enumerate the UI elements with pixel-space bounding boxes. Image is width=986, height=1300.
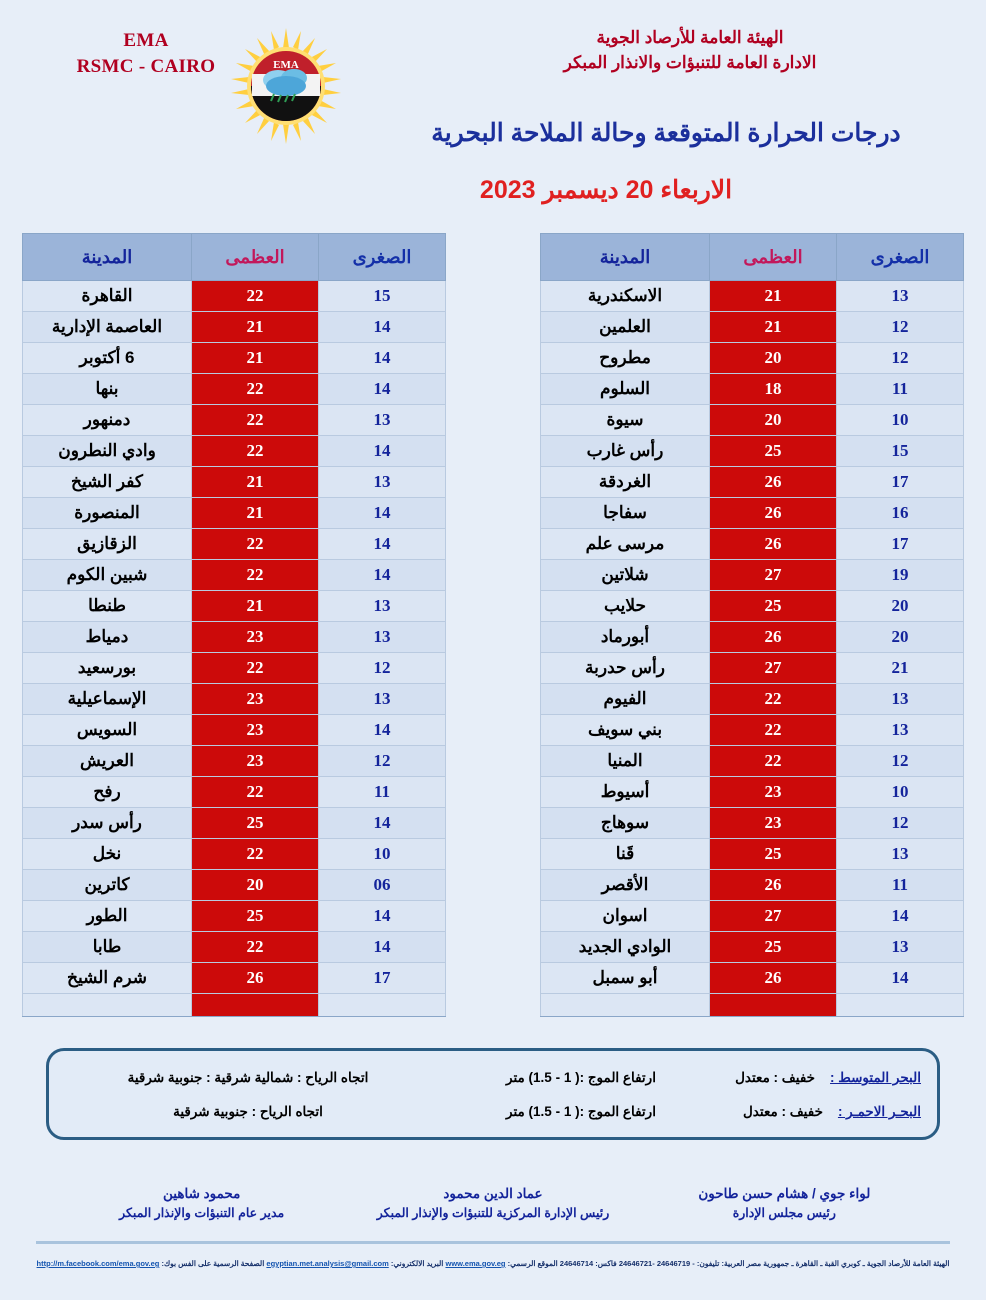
cell-city-name: الزقازيق	[23, 529, 192, 560]
signature-role: رئيس مجلس الإدارة	[732, 1206, 836, 1221]
table-row	[23, 560, 446, 591]
cell-max-temp: 25	[710, 932, 837, 963]
page-header	[0, 0, 986, 228]
marine-sea-mediterranean	[731, 1070, 921, 1086]
cell-city-name: نخل	[23, 839, 192, 870]
cell-min-temp: 19	[837, 560, 964, 591]
org-department-name: الادارة العامة للتنبؤات والانذار المبكر	[563, 52, 817, 72]
org-authority-name: الهيئة العامة للأرصاد الجوية	[596, 28, 784, 47]
cell-city-name: قَنا	[541, 839, 710, 870]
cell-max-temp: 18	[710, 374, 837, 405]
cell-max-temp: 26	[710, 498, 837, 529]
marine-conditions-box	[46, 1048, 940, 1140]
cell-city-name: السويس	[23, 715, 192, 746]
cell-max-temp: 21	[192, 467, 319, 498]
ema-logo	[228, 28, 344, 144]
cell-min-temp: 17	[319, 963, 446, 994]
cell-city-name: اسوان	[541, 901, 710, 932]
cell-min-temp: 16	[837, 498, 964, 529]
table-row	[541, 963, 964, 994]
table-row	[23, 591, 446, 622]
cell-min-temp: 14	[319, 560, 446, 591]
cell-min-temp: 10	[319, 839, 446, 870]
cell-city-name: السلوم	[541, 374, 710, 405]
cell-spacer	[319, 994, 446, 1017]
cell-min-temp: 13	[319, 467, 446, 498]
column-header-min: الصغرى	[837, 234, 964, 281]
cell-city-name: بورسعيد	[23, 653, 192, 684]
signature-name: محمود شاهين	[162, 1186, 241, 1201]
cell-min-temp: 12	[837, 808, 964, 839]
column-header-city: المدينة	[23, 234, 192, 281]
cell-city-name: القاهرة	[23, 281, 192, 312]
table-row	[23, 374, 446, 405]
cell-max-temp: 22	[192, 560, 319, 591]
cell-city-name: العريش	[23, 746, 192, 777]
table-row	[23, 746, 446, 777]
cell-max-temp: 26	[710, 870, 837, 901]
cell-city-name: الفيوم	[541, 684, 710, 715]
cell-city-name: رأس حدربة	[541, 653, 710, 684]
table-body-left	[541, 281, 964, 1017]
cell-max-temp: 22	[192, 405, 319, 436]
cell-max-temp: 22	[192, 839, 319, 870]
cell-city-name: الوادي الجديد	[541, 932, 710, 963]
cell-max-temp: 25	[710, 839, 837, 870]
table-row	[541, 467, 964, 498]
table-row	[541, 591, 964, 622]
forecast-table-left	[540, 233, 964, 1017]
cell-min-temp: 14	[319, 715, 446, 746]
cell-max-temp: 21	[192, 498, 319, 529]
column-header-max: العظمى	[710, 234, 837, 281]
table-row	[541, 839, 964, 870]
cell-min-temp: 10	[837, 777, 964, 808]
table-row	[541, 405, 964, 436]
table-header-row	[541, 234, 964, 281]
cell-min-temp: 13	[837, 839, 964, 870]
cell-city-name: رأس غارب	[541, 436, 710, 467]
cell-city-name: أبو سمبل	[541, 963, 710, 994]
footer-divider	[36, 1241, 950, 1244]
cell-min-temp: 12	[837, 746, 964, 777]
table-row	[541, 281, 964, 312]
cell-max-temp: 22	[710, 715, 837, 746]
table-row	[541, 529, 964, 560]
table-row	[541, 498, 964, 529]
cell-min-temp: 11	[837, 374, 964, 405]
marine-row-mediterranean	[65, 1061, 921, 1095]
table-row	[23, 343, 446, 374]
cell-max-temp: 22	[192, 436, 319, 467]
cell-spacer	[192, 994, 319, 1017]
cell-min-temp: 14	[319, 312, 446, 343]
cell-min-temp: 15	[837, 436, 964, 467]
table-row	[23, 281, 446, 312]
cell-city-name: سفاجا	[541, 498, 710, 529]
table-row	[541, 808, 964, 839]
cell-max-temp: 26	[192, 963, 319, 994]
cell-city-name: بني سويف	[541, 715, 710, 746]
cell-city-name: سيوة	[541, 405, 710, 436]
cell-city-name: رأس سدر	[23, 808, 192, 839]
footer-contact-line: الهيئة العامة للأرصاد الجوية ـ كوبري القبة ـ القاهرة ـ جمهورية مصر العربية: تليفون: - 24646719 -24646721 فاكس: 24646714 الموقع الرسمي:	[507, 1259, 950, 1268]
table-row	[23, 777, 446, 808]
cell-min-temp: 20	[837, 622, 964, 653]
table-row	[541, 436, 964, 467]
cell-max-temp: 22	[710, 684, 837, 715]
signature-role: مدير عام التنبؤات والإنذار المبكر	[119, 1206, 285, 1221]
cell-city-name: كفر الشيخ	[23, 467, 192, 498]
cell-max-temp: 25	[710, 591, 837, 622]
table-row	[541, 374, 964, 405]
cell-max-temp: 27	[710, 653, 837, 684]
table-row	[541, 715, 964, 746]
marine-sea-state: خفيف : معتدل	[735, 1070, 816, 1085]
marine-wind-direction-mediterranean: اتجاه الرياح : شمالية شرقية : جنوبية شرقية	[127, 1070, 369, 1085]
cell-max-temp: 22	[192, 281, 319, 312]
cell-city-name: الطور	[23, 901, 192, 932]
cell-city-name: الإسماعيلية	[23, 684, 192, 715]
column-header-max: العظمى	[192, 234, 319, 281]
cell-max-temp: 20	[192, 870, 319, 901]
table-row	[541, 901, 964, 932]
cell-city-name: المنيا	[541, 746, 710, 777]
cell-city-name: الغردقة	[541, 467, 710, 498]
cell-min-temp: 21	[837, 653, 964, 684]
table-row	[23, 932, 446, 963]
cell-min-temp: 14	[319, 498, 446, 529]
column-header-city: المدينة	[541, 234, 710, 281]
table-row	[23, 312, 446, 343]
cell-max-temp: 23	[192, 622, 319, 653]
table-row-spacer	[23, 994, 446, 1017]
table-row	[23, 963, 446, 994]
table-row	[23, 436, 446, 467]
cell-spacer	[541, 994, 710, 1017]
cell-city-name: الاسكندرية	[541, 281, 710, 312]
cell-max-temp: 22	[710, 746, 837, 777]
table-row	[23, 622, 446, 653]
cell-min-temp: 12	[319, 653, 446, 684]
cell-min-temp: 14	[319, 901, 446, 932]
cell-city-name: دمنهور	[23, 405, 192, 436]
cell-city-name: الأقصر	[541, 870, 710, 901]
table-row	[541, 870, 964, 901]
table-row	[541, 622, 964, 653]
cell-min-temp: 14	[837, 901, 964, 932]
signature-block	[0, 1184, 986, 1223]
cell-max-temp: 25	[710, 436, 837, 467]
cell-max-temp: 22	[192, 653, 319, 684]
footer-website-link[interactable]: www.ema.gov.eg	[445, 1259, 506, 1268]
table-row	[541, 777, 964, 808]
signature-general-manager	[56, 1184, 347, 1223]
cell-city-name: أبورماد	[541, 622, 710, 653]
cell-min-temp: 17	[837, 529, 964, 560]
footer-email-label: البريد الالكتروني:	[390, 1259, 444, 1268]
table-row	[23, 467, 446, 498]
cell-city-name: العلمين	[541, 312, 710, 343]
table-row	[541, 653, 964, 684]
cell-max-temp: 23	[192, 684, 319, 715]
forecast-table-right	[22, 233, 446, 1017]
cell-min-temp: 13	[319, 405, 446, 436]
marine-wind-direction-redsea: اتجاه الرياح : جنوبية شرقية	[173, 1104, 323, 1119]
cell-max-temp: 22	[192, 932, 319, 963]
table-row	[541, 932, 964, 963]
rsmc-cairo-label: RSMC - CAIRO	[76, 55, 216, 77]
organization-name-block	[420, 26, 960, 75]
cell-min-temp: 14	[319, 808, 446, 839]
signature-chairman	[639, 1184, 930, 1223]
cell-max-temp: 21	[192, 591, 319, 622]
cell-max-temp: 27	[710, 560, 837, 591]
table-row	[23, 405, 446, 436]
signature-role: رئيس الإدارة المركزية للتنبؤات والإنذار المبكر	[376, 1206, 610, 1221]
cell-city-name: طنطا	[23, 591, 192, 622]
marine-wave-height-mediterranean: ارتفاع الموج :( 1 - 1.5) متر	[506, 1070, 656, 1085]
cell-min-temp: 13	[319, 684, 446, 715]
marine-row-redsea	[65, 1095, 921, 1129]
cell-min-temp: 13	[837, 932, 964, 963]
table-row	[23, 653, 446, 684]
cell-city-name: وادي النطرون	[23, 436, 192, 467]
cell-min-temp: 13	[837, 684, 964, 715]
table-body-right	[23, 281, 446, 1017]
cell-max-temp: 22	[192, 374, 319, 405]
signature-name: لواء جوي / هشام حسن طاحون	[698, 1186, 871, 1201]
cell-max-temp: 22	[192, 777, 319, 808]
table-row	[23, 808, 446, 839]
cell-spacer	[710, 994, 837, 1017]
cell-max-temp: 27	[710, 901, 837, 932]
cell-min-temp: 12	[837, 312, 964, 343]
cell-max-temp: 25	[192, 901, 319, 932]
cell-city-name: 6 أكتوبر	[23, 343, 192, 374]
cell-city-name: حلايب	[541, 591, 710, 622]
forecast-date: الاربعاء 20 ديسمبر 2023	[479, 176, 733, 204]
marine-wave-height-redsea: ارتفاع الموج :( 1 - 1.5) متر	[506, 1104, 656, 1119]
cell-city-name: سوهاج	[541, 808, 710, 839]
cell-max-temp: 25	[192, 808, 319, 839]
cell-min-temp: 13	[837, 281, 964, 312]
footer-email-link[interactable]: egyptian.met.analysis@gmail.com	[266, 1259, 389, 1268]
cell-city-name: مطروح	[541, 343, 710, 374]
cell-city-name: كاترين	[23, 870, 192, 901]
cell-min-temp: 14	[319, 343, 446, 374]
cell-city-name: شلاتين	[541, 560, 710, 591]
column-header-min: الصغرى	[319, 234, 446, 281]
table-row	[541, 343, 964, 374]
cell-min-temp: 12	[319, 746, 446, 777]
forecast-tables	[0, 233, 986, 1017]
marine-sea-redsea	[731, 1104, 921, 1120]
cell-max-temp: 22	[192, 529, 319, 560]
cell-city-name: أسيوط	[541, 777, 710, 808]
page-title: درجات الحرارة المتوقعة وحالة الملاحة البحرية	[431, 119, 901, 147]
logo-ema-text: EMA	[273, 59, 299, 71]
cell-min-temp: 13	[837, 715, 964, 746]
cell-spacer	[23, 994, 192, 1017]
cell-min-temp: 14	[319, 374, 446, 405]
cell-min-temp: 13	[319, 622, 446, 653]
marine-sea-state: خفيف : معتدل	[742, 1104, 823, 1119]
cell-min-temp: 14	[319, 436, 446, 467]
table-row	[541, 560, 964, 591]
table-row	[23, 715, 446, 746]
cell-min-temp: 11	[837, 870, 964, 901]
cell-max-temp: 26	[710, 467, 837, 498]
table-row	[23, 684, 446, 715]
cell-max-temp: 21	[710, 281, 837, 312]
ema-latin-block	[46, 28, 246, 79]
table-row	[541, 312, 964, 343]
cell-max-temp: 23	[710, 777, 837, 808]
cell-max-temp: 21	[710, 312, 837, 343]
cell-min-temp: 20	[837, 591, 964, 622]
cell-city-name: المنصورة	[23, 498, 192, 529]
cell-max-temp: 26	[710, 622, 837, 653]
footer-facebook-label: الصفحة الرسمية على الفس بوك:	[161, 1259, 265, 1268]
marine-sea-label: البحـر الاحمـر :	[837, 1104, 921, 1119]
cell-city-name: طابا	[23, 932, 192, 963]
table-row	[23, 529, 446, 560]
cell-city-name: رفح	[23, 777, 192, 808]
cell-city-name: شبين الكوم	[23, 560, 192, 591]
cell-min-temp: 14	[319, 529, 446, 560]
table-header-row	[23, 234, 446, 281]
table-row	[541, 684, 964, 715]
cell-min-temp: 10	[837, 405, 964, 436]
cell-city-name: شرم الشيخ	[23, 963, 192, 994]
table-row-spacer	[541, 994, 964, 1017]
cell-min-temp: 14	[837, 963, 964, 994]
cell-min-temp: 14	[319, 932, 446, 963]
cell-min-temp: 06	[319, 870, 446, 901]
cell-city-name: دمياط	[23, 622, 192, 653]
table-row	[23, 901, 446, 932]
cell-max-temp: 20	[710, 343, 837, 374]
cell-max-temp: 26	[710, 963, 837, 994]
page-footer	[0, 1258, 986, 1270]
signature-central-director	[347, 1184, 638, 1223]
ema-acronym: EMA	[123, 30, 169, 51]
cell-city-name: مرسى علم	[541, 529, 710, 560]
cell-max-temp: 21	[192, 343, 319, 374]
table-row	[23, 870, 446, 901]
cell-min-temp: 11	[319, 777, 446, 808]
cell-max-temp: 21	[192, 312, 319, 343]
cell-min-temp: 13	[319, 591, 446, 622]
cell-min-temp: 12	[837, 343, 964, 374]
cell-max-temp: 23	[710, 808, 837, 839]
signature-name: عماد الدين محمود	[443, 1186, 543, 1201]
cell-city-name: العاصمة الإدارية	[23, 312, 192, 343]
cell-min-temp: 17	[837, 467, 964, 498]
footer-facebook-link[interactable]: http://m.facebook.com/ema.gov.eg	[36, 1259, 160, 1268]
table-row	[23, 839, 446, 870]
cell-max-temp: 23	[192, 715, 319, 746]
table-row	[23, 498, 446, 529]
cell-max-temp: 20	[710, 405, 837, 436]
cell-spacer	[837, 994, 964, 1017]
cell-city-name: بنها	[23, 374, 192, 405]
cell-max-temp: 23	[192, 746, 319, 777]
marine-sea-label: البحر المتوسط :	[830, 1070, 921, 1085]
table-row	[541, 746, 964, 777]
cell-max-temp: 26	[710, 529, 837, 560]
cell-min-temp: 15	[319, 281, 446, 312]
